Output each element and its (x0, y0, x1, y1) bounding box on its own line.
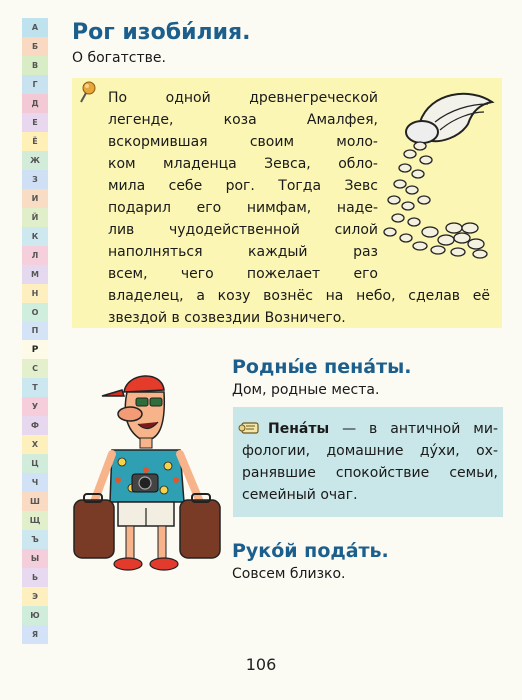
text-line: владелец, а козу вознёс на небо, сделав её (108, 288, 490, 304)
alphabet-letter: Ъ (22, 530, 48, 549)
cornucopia-illustration (380, 82, 498, 266)
alphabet-letter: Ж (22, 151, 48, 170)
text-line: лив чудодейственной силой (108, 222, 378, 238)
text-line (242, 418, 498, 440)
legend-text-wide (108, 285, 490, 329)
alphabet-letter: В (22, 56, 48, 75)
text-line: наполняться каждый раз (108, 244, 378, 260)
tourist-illustration (72, 362, 222, 581)
note-term: Пена́ты (268, 421, 330, 437)
alphabet-letter: К (22, 227, 48, 246)
alphabet-letter: Е (22, 113, 48, 132)
text-line: ком младенца Зевса, обло- (108, 156, 378, 172)
alphabet-strip (22, 18, 48, 644)
alphabet-letter: Ш (22, 492, 48, 511)
alphabet-letter: О (22, 303, 48, 322)
page-number: 106 (245, 655, 277, 674)
alphabet-letter: Й (22, 208, 48, 227)
entry-title-rukoy-podat: Руко́й пода́ть. (232, 540, 389, 562)
alphabet-letter: Р (22, 340, 48, 359)
alphabet-letter: Н (22, 284, 48, 303)
text-line: ранявшие спокойствие семьи, (242, 465, 498, 481)
text-line: подарил его нимфам, наде- (108, 200, 378, 216)
text-line: фологии, домашние ду́хи, ох- (242, 443, 498, 459)
alphabet-letter: У (22, 397, 48, 416)
alphabet-letter: А (22, 18, 48, 37)
text-line: всем, чего пожелает его (108, 266, 378, 282)
alphabet-letter: Д (22, 94, 48, 113)
entry-meaning-rodnye-penaty: Дом, родные места. (232, 382, 380, 398)
alphabet-letter: М (22, 265, 48, 284)
alphabet-letter: З (22, 170, 48, 189)
alphabet-letter: Л (22, 246, 48, 265)
alphabet-letter: Ф (22, 416, 48, 435)
alphabet-letter: Я (22, 625, 48, 644)
legend-text-narrow (108, 87, 378, 285)
alphabet-letter: Б (22, 37, 48, 56)
alphabet-letter: Ё (22, 132, 48, 151)
alphabet-letter: С (22, 359, 48, 378)
alphabet-letter: П (22, 322, 48, 341)
alphabet-letter: Ц (22, 454, 48, 473)
note-text (242, 418, 498, 506)
alphabet-letter: Х (22, 435, 48, 454)
entry-meaning-rukoy-podat: Совсем близко. (232, 566, 346, 582)
pushpin-icon (78, 80, 98, 108)
text-line: звездой в созвездии Возничего. (108, 310, 346, 326)
alphabet-letter: Г (22, 75, 48, 94)
text-line: мила себе рог. Тогда Зевс (108, 178, 378, 194)
alphabet-letter: Т (22, 378, 48, 397)
note-line: — в античной ми- (329, 421, 498, 437)
text-line: семейный очаг. (242, 487, 358, 503)
entry-title-rog-izobiliya: Рог изоби́лия. (72, 20, 251, 45)
text-line: По одной древнегреческой (108, 90, 378, 106)
alphabet-letter: Ь (22, 568, 48, 587)
alphabet-letter: Щ (22, 511, 48, 530)
alphabet-letter: Ы (22, 549, 48, 568)
text-line: вскормившая своим моло- (108, 134, 378, 150)
alphabet-letter: Ч (22, 473, 48, 492)
alphabet-letter: Э (22, 587, 48, 606)
entry-meaning-rog-izobiliya: О богатстве. (72, 50, 166, 66)
text-line: легенде, коза Амалфея, (108, 112, 378, 128)
entry-title-rodnye-penaty: Родны́е пена́ты. (232, 356, 412, 378)
alphabet-letter: Ю (22, 606, 48, 625)
alphabet-letter: И (22, 189, 48, 208)
